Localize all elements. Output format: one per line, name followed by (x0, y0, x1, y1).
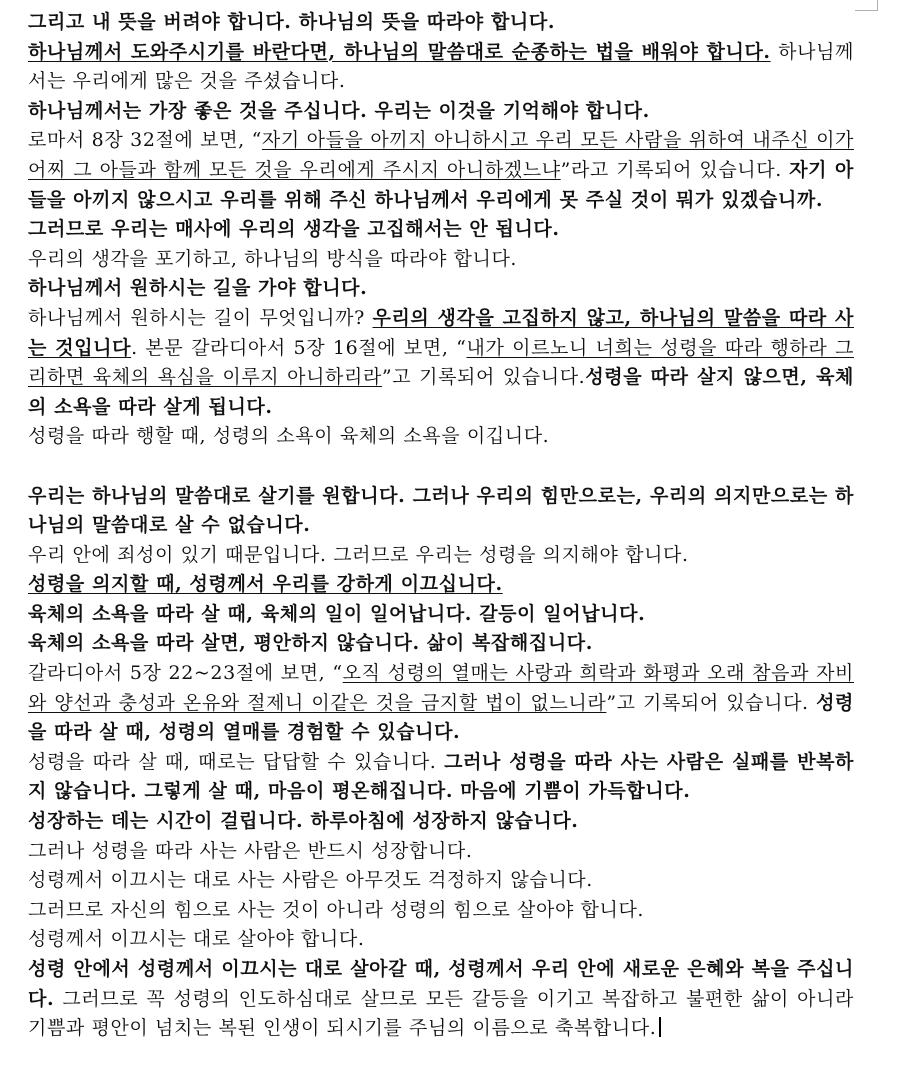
paragraph (28, 215, 854, 245)
paragraph (28, 482, 854, 541)
paragraph (28, 245, 854, 275)
text-run: 갈라디아서 5장 22~23절에 보면, “ (28, 662, 343, 685)
text-run: . 본문 갈라디아서 5장 16절에 보면, “ (131, 336, 467, 359)
text-run: ”라고 기록되어 있습니다. (560, 158, 790, 181)
text-run: 하나님께서 원하시는 길을 가야 합니다. (28, 277, 368, 300)
text-run: 우리 안에 죄성이 있기 때문입니다. 그러므로 우리는 성령을 의지해야 합니다. (28, 543, 689, 566)
text-run: 성령께서 이끄시는 대로 사는 사람은 아무것도 걱정하지 않습니다. (28, 869, 593, 892)
text-run: 성령을 의지할 때, 성령께서 우리를 강하게 이끄십니다. (28, 573, 503, 596)
text-run: 성령께서 이끄시는 대로 살아야 합니다. (28, 928, 365, 951)
text-run: 성령 안에서 성령께서 이끄시는 대로 살아갈 때, 성령께서 우리 안에 새로운 은혜와 복을 주십니다. (28, 958, 854, 1010)
paragraph (28, 274, 854, 304)
paragraph (28, 925, 854, 955)
paragraph (28, 837, 854, 867)
text-run: 그러므로 우리는 매사에 우리의 생각을 고집해서는 안 됩니다. (28, 218, 560, 241)
paragraph (28, 97, 854, 127)
text-run: 하나님께서는 우리에게 많은 것을 주셨습니다. (28, 40, 854, 93)
text-run: 그리고 내 뜻을 버려야 합니다. 하나님의 뜻을 따라야 합니다. (28, 11, 556, 33)
text-cursor (659, 1017, 661, 1037)
document-body[interactable] (28, 8, 854, 1044)
text-run: ”고 기록되어 있습니다. (381, 366, 586, 389)
text-run: 자기 아들을 아끼지 않으시고 우리를 위해 주신 하나님께서 우리에게 못 주실 것이 뭐가 있겠습니까. (28, 158, 854, 211)
text-run: 성령을 따라 살 때, 성령의 열매를 경험할 수 있습니다. (28, 691, 854, 744)
paragraph (28, 807, 854, 837)
text-run: 오직 성령의 열매는 사랑과 희락과 화평과 오래 참음과 자비와 양선과 충성과 온유와 절제니 이같은 것을 금지할 법이 없느니라 (28, 662, 854, 714)
text-run: 그러므로 자신의 힘으로 사는 것이 아니라 성령의 힘으로 살아야 합니다. (28, 898, 645, 921)
text-run: 육체의 소욕을 따라 살 때, 육체의 일이 일어납니다. 갈등이 일어납니다. (28, 602, 646, 625)
text-run: 성령을 따라 살지 않으면, 육체의 소욕을 따라 살게 됩니다. (28, 366, 854, 418)
text-run: 로마서 8장 32절에 보면, “ (28, 129, 262, 152)
text-run: 그러므로 꼭 성령의 인도하심대로 살므로 모든 갈등을 이기고 복잡하고 불편한 삶이 아니라 기쁨과 평안이 넘치는 복된 인생이 되시기를 주님의 이름으로 축복합니다. (28, 987, 854, 1040)
text-run: 내가 이르노니 너희는 성령을 따라 행하라 그리하면 육체의 욕심을 이루지 아니하리라 (28, 336, 854, 389)
paragraph (28, 38, 854, 97)
paragraph (28, 541, 854, 571)
text-run: 그러나 성령을 따라 사는 사람은 실패를 반복하지 않습니다. 그렇게 살 때, 마음이 평온해집니다. 마음에 기쁨이 가득합니다. (28, 750, 854, 803)
paragraph (28, 600, 854, 630)
paragraph (28, 955, 854, 1044)
text-run: 우리의 생각을 포기하고, 하나님의 방식을 따라야 합니다. (28, 247, 518, 270)
text-run: 성령을 따라 살 때, 때로는 답답할 수 있습니다. (28, 750, 445, 773)
text-run: 하나님께서는 가장 좋은 것을 주십니다. 우리는 이것을 기억해야 합니다. (28, 99, 650, 122)
paragraph (28, 866, 854, 896)
text-run: 하나님께서 도와주시기를 바란다면, 하나님의 말씀대로 순종하는 법을 배워야 합니다. (28, 40, 771, 63)
paragraph (28, 659, 854, 748)
text-run: 자기 아들을 아끼지 아니하시고 우리 모든 사람을 위하여 내주신 이가 어찌 그 아들과 함께 모든 것을 우리에게 주시지 아니하겠느냐 (28, 129, 854, 181)
text-run: 성령을 따라 행할 때, 성령의 소욕이 육체의 소욕을 이깁니다. (28, 425, 550, 448)
paragraph (28, 422, 854, 452)
text-run: ”고 기록되어 있습니다. (606, 691, 817, 714)
paragraph (28, 896, 854, 926)
paragraph (28, 304, 854, 422)
text-run: 육체의 소욕을 따라 살면, 평안하지 않습니다. 삶이 복잡해집니다. (28, 632, 593, 655)
text-run: 그러나 성령을 따라 사는 사람은 반드시 성장합니다. (28, 839, 473, 862)
text-run: 성장하는 데는 시간이 걸립니다. 하루아침에 성장하지 않습니다. (28, 810, 579, 833)
paragraph (28, 570, 854, 600)
text-run: 하나님께서 원하시는 길이 무엇입니까? (28, 306, 373, 329)
paragraph (28, 748, 854, 807)
blank-line (28, 452, 854, 482)
paragraph (28, 126, 854, 215)
page-corner-marker (855, 0, 878, 11)
text-run: 우리의 생각을 고집하지 않고, 하나님의 말씀을 따라 사는 것입니다 (28, 306, 854, 359)
text-run: 우리는 하나님의 말씀대로 살기를 원합니다. 그러나 우리의 힘만으로는, 우리의 의지만으로는 하나님의 말씀대로 살 수 없습니다. (28, 484, 854, 537)
paragraph (28, 8, 854, 38)
paragraph (28, 629, 854, 659)
